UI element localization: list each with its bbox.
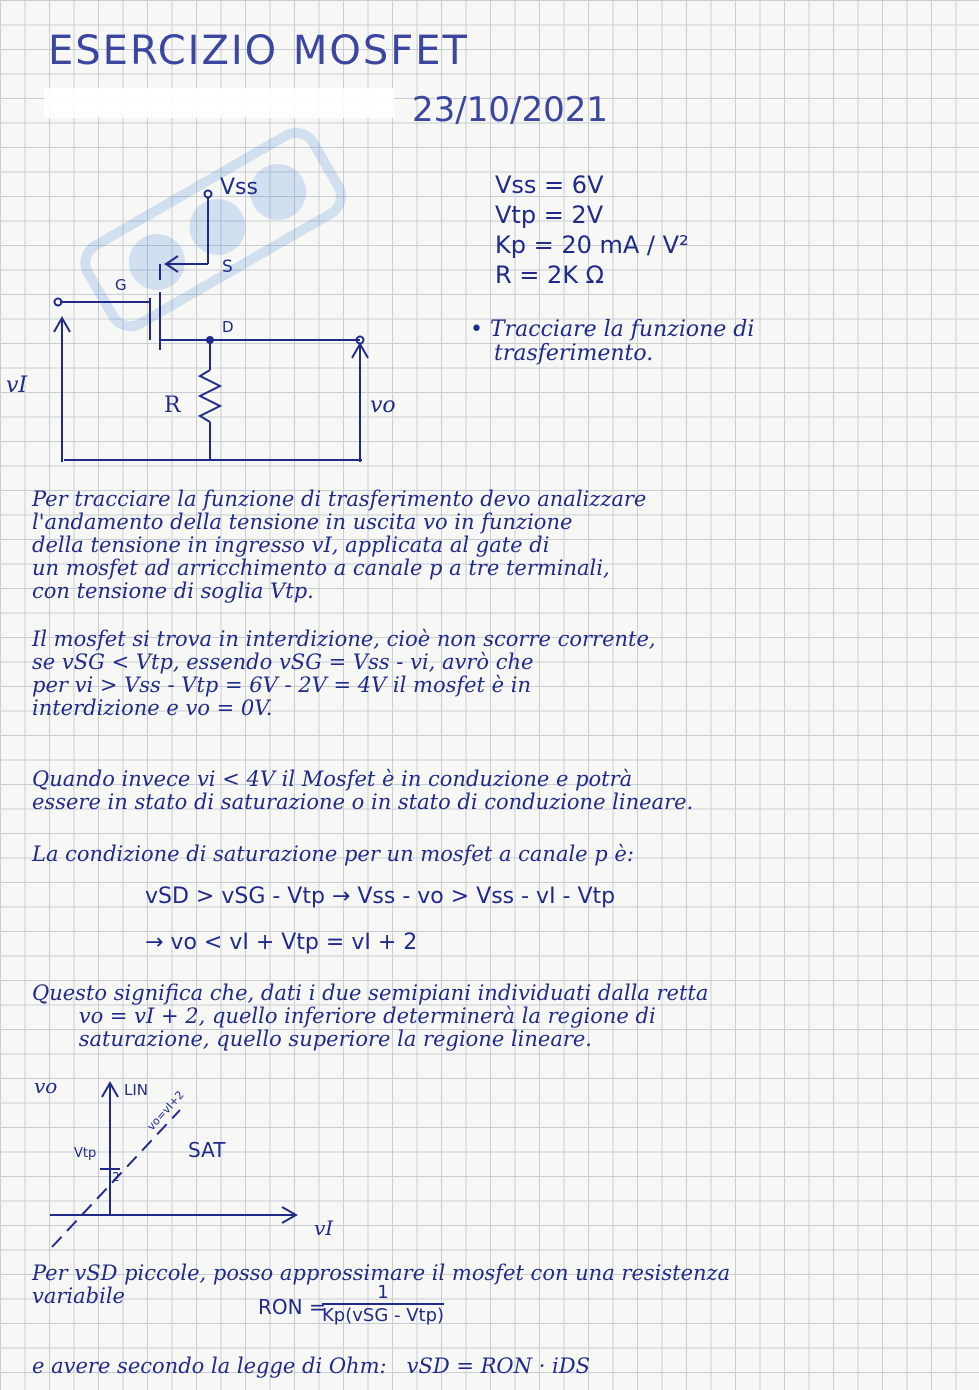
drain-label: D — [222, 318, 234, 336]
text-line: un mosfet ad arricchimento a canale p a tre terminali, — [32, 556, 610, 580]
param-vtp: Vtp = 2V — [495, 201, 604, 229]
graph-lin-label: LIN — [124, 1081, 149, 1099]
resistor-symbol — [200, 370, 220, 422]
graph-sat-label: SAT — [188, 1138, 226, 1162]
text-line: interdizione e vo = 0V. — [32, 696, 273, 720]
paragraph-5 — [32, 982, 708, 1051]
text-line: variabile — [32, 1284, 125, 1308]
output-label: vo — [370, 393, 396, 418]
ron-fraction — [322, 1282, 444, 1326]
ron-label: RON = — [258, 1295, 326, 1319]
graph-vtp-label: Vtp — [74, 1146, 97, 1161]
ron-denominator: Kp(vSG - Vtp) — [322, 1305, 445, 1326]
graph-y-label: vo — [34, 1074, 58, 1098]
graph-intercept-label: 2 — [112, 1170, 120, 1184]
region-sketch — [30, 1065, 390, 1250]
paragraph-3 — [32, 768, 693, 814]
source-label: S — [222, 257, 233, 277]
vss-label: Vss — [220, 175, 258, 200]
text-line: con tensione di soglia Vtp. — [32, 579, 314, 603]
paragraph-2 — [32, 628, 656, 720]
text-line: Questo significa che, dati i due semipiani individuati dalla retta — [32, 981, 709, 1005]
paragraph-4: La condizione di saturazione per un mosfet a canale p è: — [32, 842, 634, 866]
text-line: vo = vI + 2, quello inferiore determinerà la regione di — [32, 1004, 656, 1028]
text-line: saturazione, quello superiore la regione lineare. — [32, 1027, 592, 1051]
text-line: per vi > Vss - Vtp = 6V - 2V = 4V il mosfet è in — [32, 673, 532, 697]
mosfet-circuit-diagram — [0, 160, 420, 480]
task-text — [470, 318, 754, 366]
paragraph-7: e avere secondo la legge di Ohm: vSD = RON · iDS — [32, 1354, 590, 1378]
param-r: R = 2K Ω — [495, 261, 605, 289]
input-label: vI — [6, 373, 28, 398]
equation-vo: → vo < vI + Vtp = vI + 2 — [145, 930, 418, 955]
task-line-2: trasferimento. — [494, 341, 654, 366]
param-kp: Kp = 20 mA / V² — [495, 231, 689, 259]
graph-line-label: vo=vI+2 — [144, 1088, 187, 1134]
task-line-1: Tracciare la funzione di — [489, 317, 755, 342]
text-line: Il mosfet si trova in interdizione, cioè non scorre corrente, — [32, 627, 656, 651]
text-line: se vSG < Vtp, essendo vSG = Vss - vi, avrò che — [32, 650, 534, 674]
gate-label: G — [115, 276, 127, 294]
text-line: Per vSD piccole, posso approssimare il mosfet con una resistenza — [32, 1261, 731, 1285]
equation-saturation: vSD > vSG - Vtp → Vss - vo > Vss - vI - Vtp — [145, 884, 616, 909]
task-bullet: • — [470, 317, 483, 342]
graph-x-label: vI — [314, 1216, 334, 1240]
date: 23/10/2021 — [412, 90, 608, 130]
text-line: Per tracciare la funzione di trasferimento devo analizzare — [32, 487, 647, 511]
page-title: ESERCIZIO MOSFET — [48, 28, 469, 74]
param-vss: Vss = 6V — [495, 171, 604, 199]
paragraph-1 — [32, 488, 646, 603]
vss-terminal — [205, 191, 212, 198]
ron-numerator: 1 — [322, 1282, 444, 1305]
text-line: della tensione in ingresso vI, applicata al gate di — [32, 533, 550, 557]
text-line: l'andamento della tensione in uscita vo in funzione — [32, 510, 573, 534]
resistor-label: R — [164, 393, 181, 418]
parameter-list — [495, 170, 689, 290]
text-line: Quando invece vi < 4V il Mosfet è in conduzione e potrà — [32, 767, 633, 791]
text-line: essere in stato di saturazione o in stato di conduzione lineare. — [32, 790, 694, 814]
